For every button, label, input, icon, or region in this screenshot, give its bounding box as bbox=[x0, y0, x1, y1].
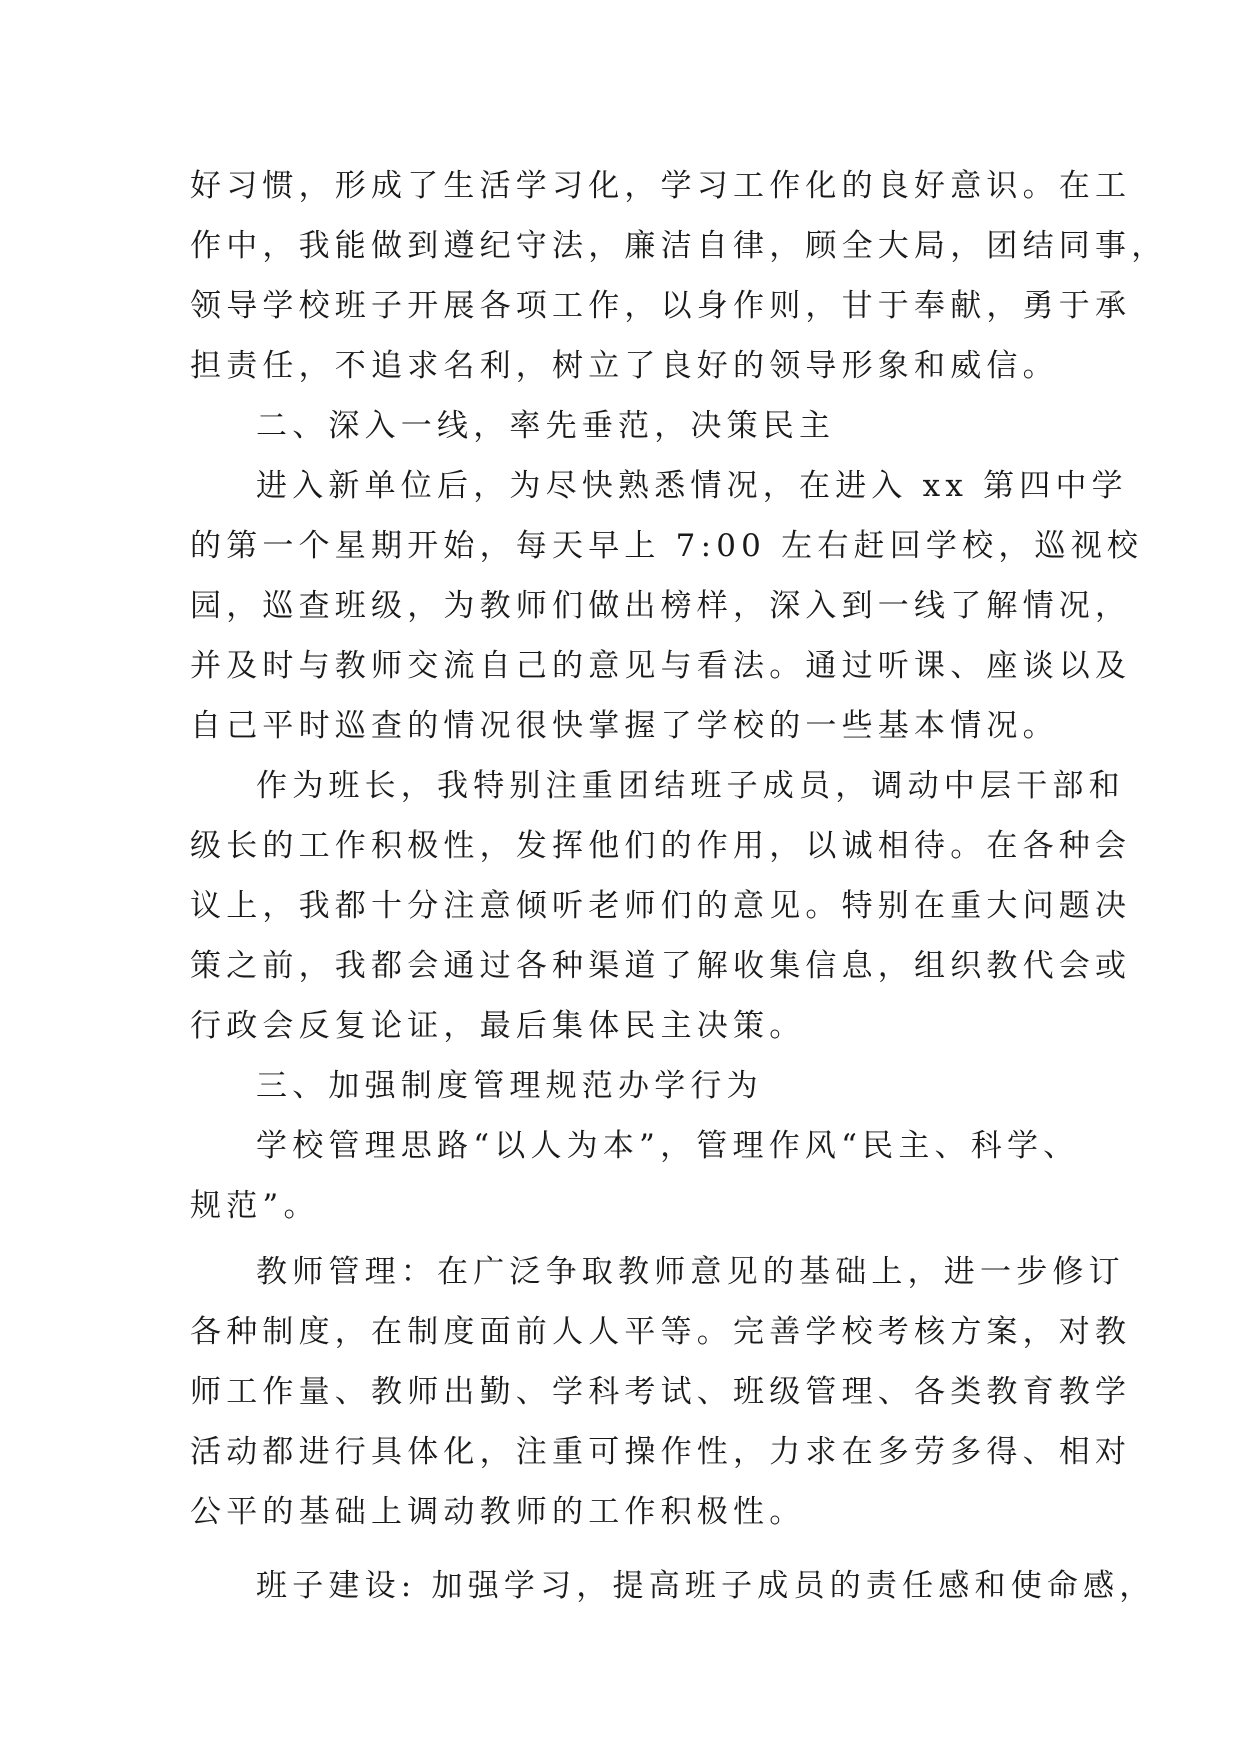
paragraph-line: 策之前，我都会通过各种渠道了解收集信息，组织教代会或 bbox=[190, 948, 1132, 984]
paragraph-line: 教师管理：在广泛争取教师意见的基础上，进一步修订 bbox=[256, 1254, 1125, 1290]
paragraph-line: 园，巡查班级，为教师们做出榜样，深入到一线了解情况， bbox=[190, 588, 1132, 624]
paragraph-line: 议上，我都十分注意倾听老师们的意见。特别在重大问题决 bbox=[190, 888, 1132, 924]
paragraph-line: 担责任，不追求名利，树立了良好的领导形象和威信。 bbox=[190, 348, 1059, 384]
section-heading: 三、加强制度管理规范办学行为 bbox=[256, 1068, 763, 1104]
paragraph-line: 作中，我能做到遵纪守法，廉洁自律，顾全大局，团结同事， bbox=[190, 228, 1168, 264]
paragraph-line: 级长的工作积极性，发挥他们的作用，以诚相待。在各种会 bbox=[190, 828, 1132, 864]
paragraph-line: 作为班长，我特别注重团结班子成员，调动中层干部和 bbox=[256, 768, 1125, 804]
document-body bbox=[190, 156, 1168, 1616]
paragraph-line: 领导学校班子开展各项工作，以身作则，甘于奉献，勇于承 bbox=[190, 288, 1132, 324]
paragraph-line: 师工作量、教师出勤、学科考试、班级管理、各类教育教学 bbox=[190, 1374, 1132, 1410]
paragraph-line: 行政会反复论证，最后集体民主决策。 bbox=[190, 1008, 806, 1044]
paragraph-line: 进入新单位后，为尽快熟悉情况，在进入 xx 第四中学 bbox=[256, 468, 1128, 504]
paragraph-line: 并及时与教师交流自己的意见与看法。通过听课、座谈以及 bbox=[190, 648, 1132, 684]
paragraph-line: 各种制度，在制度面前人人平等。完善学校考核方案，对教 bbox=[190, 1314, 1132, 1350]
paragraph-line: 公平的基础上调动教师的工作积极性。 bbox=[190, 1494, 806, 1530]
paragraph-line: 好习惯，形成了生活学习化，学习工作化的良好意识。在工 bbox=[190, 168, 1132, 204]
paragraph-line: 活动都进行具体化，注重可操作性，力求在多劳多得、相对 bbox=[190, 1434, 1132, 1470]
paragraph-line: 自己平时巡查的情况很快掌握了学校的一些基本情况。 bbox=[190, 708, 1059, 744]
paragraph-line: 班子建设: 加强学习，提高班子成员的责任感和使命感， bbox=[256, 1568, 1156, 1604]
paragraph-line: 的第一个星期开始，每天早上 7:00 左右赶回学校，巡视校 bbox=[190, 528, 1144, 564]
section-heading: 二、深入一线，率先垂范，决策民主 bbox=[256, 408, 836, 444]
paragraph-line: 规范”。 bbox=[190, 1188, 320, 1224]
paragraph-line: 学校管理思路“以人为本”，管理作风“民主、科学、 bbox=[256, 1128, 1080, 1164]
